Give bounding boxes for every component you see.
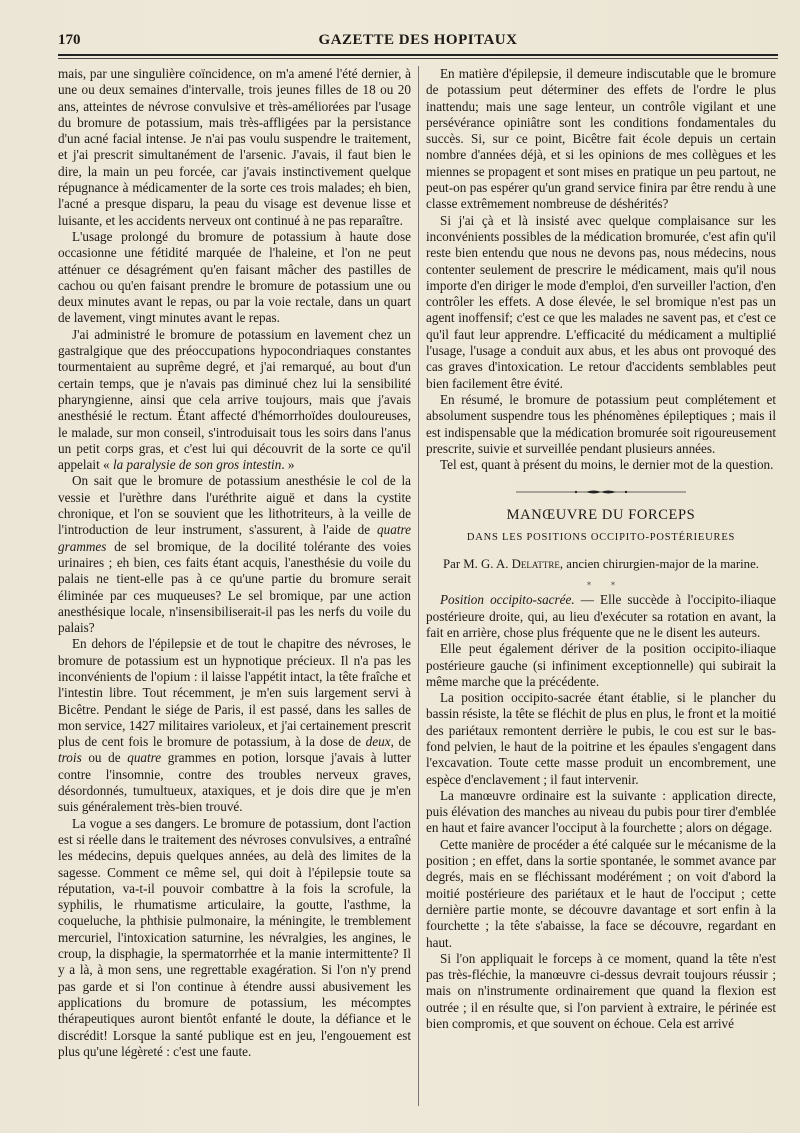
paragraph-text: . » xyxy=(281,457,295,473)
italic-quote: la paralysie de son gros intestin xyxy=(112,457,282,473)
paragraph: Elle peut également dériver de la position occipito-iliaque postérieure gauche (si infiniment exceptionnelle) qui subirait la même marche que la précédente. xyxy=(426,641,776,689)
paragraph-text: , de xyxy=(390,734,411,750)
italic-text: trois xyxy=(58,750,82,766)
paragraph: mais, par une singulière coïncidence, on m'a amené l'été dernier, à une ou deux semaines d'intervalle, trois jeunes filles de 18 ou 20 ans, atteintes de névrose convulsive et très-améliorées par l'usage du bromure de potassium, mais très-affligées par la persistance d'un acné facial intense. Je n'ai pas voulu suspendre le traitement, et j'ai prescrit simultanément de l'arsenic. J'avais, il faut bien le dire, la main un peu forcée, car j'avais instinctivement quelque répugnance à médicamenter de la sorte ces trois malades; eh bien, l'acné a presque disparu, la peau du visage est devenue lisse et luisante, et les accidents nerveux ont continué à ne pas reparaître. xyxy=(58,66,411,228)
paragraph-text: grammes en potion, lorsque j'avais à lutter contre l'insomnie, contre des troubles nerveux graves, désordonnés, tumultueux, ataxiques, et je dois dire que je m'en suis généralement très-bien trouvé. xyxy=(58,750,411,815)
page-number: 170 xyxy=(58,32,81,48)
byline xyxy=(426,556,776,572)
paragraph-text: de sel bromique, de la docilité tolérante des voies urinaires ; eh bien, ces faits étant acquis, l'anesthésie du voile du palais ne tient-elle pas à ce qu'une partie du bromure serait éliminée par ces muqueuses? Le sel bromique, par une action anesthésique locale, n'insensibiliserait-il pas les nerfs du voile du palais? xyxy=(58,538,411,636)
svg-text:*: * xyxy=(611,581,615,591)
paragraph-text: On sait que le bromure de potassium anesthésie le col de la vessie et l'urèthre dans l'uréthrite aiguë et dans la cystite chronique, et l'on se souvient que les lithotriteurs, à la veille de l'introduction de leur instrument, s'assurent, à l'aide de xyxy=(58,473,411,538)
byline-prefix: Par M. G. A. xyxy=(443,557,512,572)
italic-text: quatre grammes xyxy=(58,522,411,554)
italic-text: quatre xyxy=(127,750,162,766)
paragraph-text: — Elle succède à l'occipito-iliaque postérieure droite, qui, au lieu d'exécuter sa rotation en avant, la fait en arrière, chose plus fréquente que ne le disent les auteurs. xyxy=(426,592,776,640)
paragraph: La vogue a ses dangers. Le bromure de potassium, dont l'action est si réelle dans le traitement des névroses convulsives, a entraîné les médecins, depuis quelques années, au delà des limites de la sagesse. Comment ce même sel, qui doit à l'épilepsie toute sa réputation, va-t-il pouvoir combattre à la fois la scrofule, la syphilis, le rhumatisme articulaire, la goutte, l'asthme, la coqueluche, la phthisie pulmonaire, la méningite, le tremblement mercuriel, l'intoxication saturnine, les névralgies, les angines, le croup, la disphagie, la spermatorrhée et la manie intermittente? Il y a là, à mon sens, une regrettable exagération. Si l'on n'y prend pas garde et si l'on continue à étendre aussi abusivement les applications du bromure de potassium, les mécomptes thérapeutiques auront bientôt enfanté le doute, la défiance et le discrédit! Lorsque la santé publique est en jeu, l'engouement est plus qu'une légèreté : c'est une faute. xyxy=(58,815,411,1059)
decorative-rule-ornament-icon xyxy=(516,489,686,495)
paragraph-text: En dehors de l'épilepsie et de tout le chapitre des névroses, le bromure de potassium est un hypnotique précieux. Il n'a pas les inconvénients de l'opium : il laisse l'appétit intact, la tête fraîche et l'intestin libre. Tout récemment, je m'en suis largement servi à Bicêtre. Pendant le siége de Paris, il est passé, dans les salles de mon service, 1427 militaires varioleux, et j'ai certainement prescrit plus de cent fois le bromure de potassium, à la dose de xyxy=(58,636,411,750)
byline-suffix: , ancien chirurgien-major de la marine. xyxy=(559,557,759,572)
column-divider xyxy=(418,66,419,1106)
section-title: MANŒUVRE DU FORCEPS xyxy=(506,507,696,524)
paragraph: Si l'on appliquait le forceps à ce moment, quand la tête n'est pas très-fléchie, la manœuvre ci-dessus devrait toujours réussir ; mais on n'instrumente ordinairement que quand la flexion est outrée ; il en résulte que, si l'on parvient à extraire, le périnée est bien compromis, et que souvent on échoue. Cela est arrivé xyxy=(426,950,776,1032)
italic-heading: Position occipito-sacrée. xyxy=(440,592,575,608)
paragraph xyxy=(58,473,411,636)
italic-text: deux xyxy=(365,734,391,750)
asterism-icon xyxy=(426,580,776,590)
paragraph-text: ou de xyxy=(81,750,128,766)
paragraph: En matière d'épilepsie, il demeure indiscutable que le bromure de potassium peut déterminer des effets de l'ordre le plus inattendu; mais une sage lenteur, un contrôle vigilant et une persévérance opiniâtre sont les conditions fondamentales du succès. Si, sur ce point, Bicêtre fait école depuis un certain nombre d'années déjà, et si les opinions de mes collègues et les miennes se propagent et sont mises en pratique un peu partout, ne peut-on pas espérer qu'un grand service finira par être rendu à une classe extrêmement nombreuse de déshérités? xyxy=(426,66,776,212)
paragraph-text: J'ai administré le bromure de potassium en lavement chez un gastralgique que des préoccupations hypocondriaques constantes tourmentaient au suprême degré, et j'ai remarqué, au bout d'un certain temps, que je n'avais pas diminué chez lui la sensibilité pharyngienne, ainsi que cela arrive toujours, mais que j'avais anesthésié le rectum. Étant affecté d'hémorrhoïdes douloureuses, le malade, sur mon conseil, s'introduisait tous les soirs dans l'anus un petit corps gras, et c'est lui qui découvrit de la sorte ce qu'il appelait « xyxy=(58,326,411,473)
header-rule-thick xyxy=(58,54,778,56)
paragraph xyxy=(426,592,776,641)
page-header xyxy=(58,30,778,54)
paragraph: Si j'ai çà et là insisté avec quelque complaisance sur les inconvénients possibles de la médication bromurée, c'est afin qu'il reste bien entendu que nous ne devons pas, nous médecins, nous contenter seulement de prescrire le médicament, mais qu'il nous importe d'en diriger le mode d'emploi, d'en surveiller l'action, d'en contrôler les effets. A dose élevée, le sel bromique n'est pas un agent inoffensif; c'est ce que les malades ne savent pas, et c'est ce qu'il faut leur apprendre. L'efficacité du médicament a multiplié l'usage, l'usage a conduit aux abus, et les abus ont provoqué des cas graves d'intoxication. Le retour d'accidents semblables peut bien facilement être évité. xyxy=(426,212,776,391)
paragraph xyxy=(58,636,411,815)
paragraph: L'usage prolongé du bromure de potassium à haute dose occasionne une fétidité marquée de l'haleine, et l'on ne peut atténuer ce désagrément qu'en faisant mâcher des pastilles de cachou ou qu'en faisant prendre le bromure de potassium une ou deux minutes avant le repas, ou par la voie rectale, dans un quart de lavement, vingt minutes avant le repas. xyxy=(58,228,411,326)
section-subtitle: DANS LES POSITIONS OCCIPITO-POSTÉRIEURES xyxy=(466,531,736,543)
header-rule-thin xyxy=(58,58,778,59)
paragraph xyxy=(58,327,411,474)
author-name: Delattre xyxy=(511,557,560,572)
right-column xyxy=(426,66,776,1032)
paragraph: En résumé, le bromure de potassium peut complétement et absolument suspendre tous les phénomènes épileptiques ; mais il est indispensable que la médication bromurée soit rigoureusement prescrite, suivie et surveillée pendant plusieurs années. xyxy=(426,391,776,456)
paragraph: Tel est, quant à présent du moins, le dernier mot de la question. xyxy=(440,457,774,473)
paragraph: La position occipito-sacrée étant établie, si le plancher du bassin résiste, la tête se fléchit de plus en plus, le front et la moitié des pariétaux remontent derrière le pubis, le cou est sur le bas-fond pelvien, le haut de la poitrine et les épaules s'engagent dans l'excavation. Toute cette masse produit un encombrement, une espèce d'enclavement ; il faut intervenir. xyxy=(426,690,776,787)
left-column xyxy=(58,66,411,1060)
paragraph: Cette manière de procéder a été calquée sur le mécanisme de la position ; en effet, dans la sortie spontanée, le sommet avance par degrés, mais en se fléchissant modérément ; on voit d'abord la moitié postérieure des pariétaux et le haut de l'occiput ; cette dernière partie monte, se découvre davantage et sort enfin à la fourchette ; la tête s'abaisse, la face se découvre, regardant en haut. xyxy=(426,836,776,950)
journal-title: GAZETTE DES HOPITAUX xyxy=(318,32,518,48)
svg-text:*: * xyxy=(587,581,591,591)
paragraph: La manœuvre ordinaire est la suivante : application directe, puis élévation des manches au niveau du pubis pour tirer d'emblée en haut et faire avancer l'occiput à la fourchette ; alors on dégage. xyxy=(426,787,776,836)
